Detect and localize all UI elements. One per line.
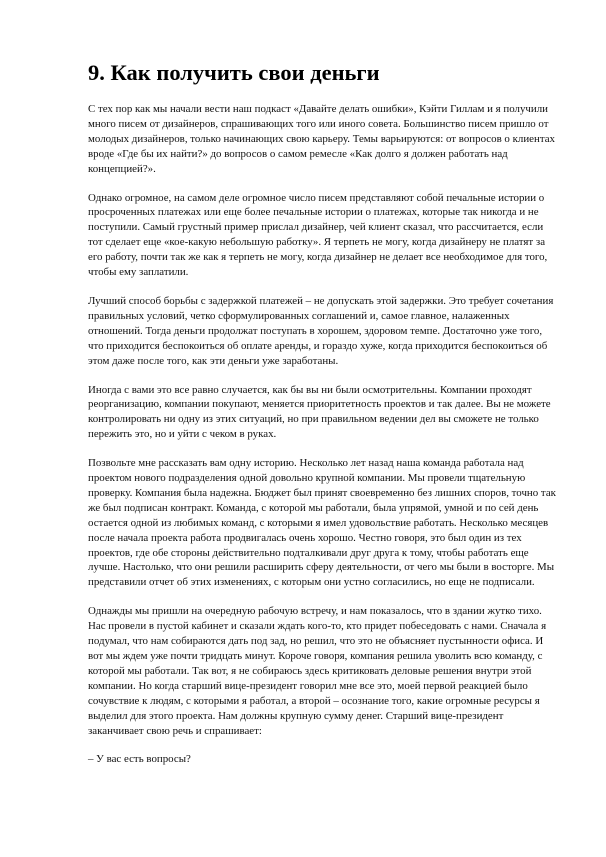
- paragraph-6: Однажды мы пришли на очередную рабочую встречу, и нам показалось, что в здании жутко тихо. Нас провели в пустой кабинет и сказали ждать кого-то, кто придет побеседовать с нами. Сначала я подумал, что нам собираются дать под зад, но решил, что это не объясняет пустынности офиса. И вот мы ждем уже почти тридцать минут. Короче говоря, компания решила уволить всю команду, с которой мы работали. Так вот, я не собираюсь здесь критиковать деловые решения внутри этой компании. Но когда старший вице-президент говорил мне все это, моей первой реакцией было сочувствие к людям, с которыми я работал, а второй – осознание того, какие огромные ресурсы я выделил для этого проекта. Нам должны крупную сумму денег. Старший вице-президент заканчивает свою речь и спрашивает:: [88, 605, 547, 737]
- paragraph-2: Однако огромное, на самом деле огромное число писем представляют собой печальные истории о просроченных платежах или еще более печальные истории о платежах, которые так никогда и не поступили. Самый грустный пример прислал дизайнер, чей клиент сказал, что рассчитается, если тот сделает еще «кое-какую небольшую работку». Я терпеть не могу, когда дизайнеру не платят за его работу, почти так же как я терпеть не могу, когда дизайнер не делает все необходимое для того, чтобы ему заплатили.: [88, 191, 548, 279]
- paragraph-1: С тех пор как мы начали вести наш подкаст «Давайте делать ошибки», Кэйти Гиллам и я получили много писем от дизайнеров, спрашивающих того или иного совета. Большинство писем пришло от молодых дизайнеров, только начинающих свою карьеру. Темы варьируются: от вопросов о клиентах вроде «Где бы их найти?» до вопросов о самом ремесле «Как долго я должен работать над концепцией?».: [88, 103, 555, 175]
- paragraph-7: – У вас есть вопросы?: [88, 753, 191, 766]
- document-body: [88, 60, 558, 767]
- paragraph-4: Иногда с вами это все равно случается, как бы вы ни были осмотрительны. Компании проходят реорганизацию, компании покупают, меняется приоритетность проектов и так далее. Вы не можете контролировать ни одну из этих ситуаций, но при правильном ведении дел вы сможете не только пережить это, но и уйти с чеком в руках.: [88, 383, 551, 441]
- paragraph-5: Позвольте мне рассказать вам одну историю. Несколько лет назад наша команда работала над проектом нового подразделения одной довольно крупной компании. Мы провели тщательную проверку. Компания была надежна. Бюджет был принят своевременно без лишних споров, точно так же был подписан контракт. Команда, с которой мы работали, была упрямой, умной и по сей день остается одной из любимых команд, с которыми я имел удовольствие работать. Несколько месяцев после начала проекта работа продвигалась очень хорошо. Честно говоря, это был один из тех проектов, где обе стороны действительно подталкивали друг друга к тому, чтобы работать еще лучше. Настолько, что они решили расширить сферу деятельности, от чего мы были в восторге. Мы представили отчет об этих изменениях, с которым они устно согласились, но еще не подписали.: [88, 457, 556, 589]
- paragraph-3: Лучший способ борьбы с задержкой платежей – не допускать этой задержки. Это требует сочетания правильных условий, четко сформулированных соглашений и, самое главное, налаженных отношений. Тогда деньги продолжат поступать в хорошем, здоровом темпе. Достаточно уже того, что приходится беспокоиться об оплате аренды, и гораздо хуже, когда приходится беспокоиться об этом даже после того, как эти деньги уже заработаны.: [88, 294, 554, 367]
- chapter-title: 9. Как получить свои деньги: [88, 60, 380, 85]
